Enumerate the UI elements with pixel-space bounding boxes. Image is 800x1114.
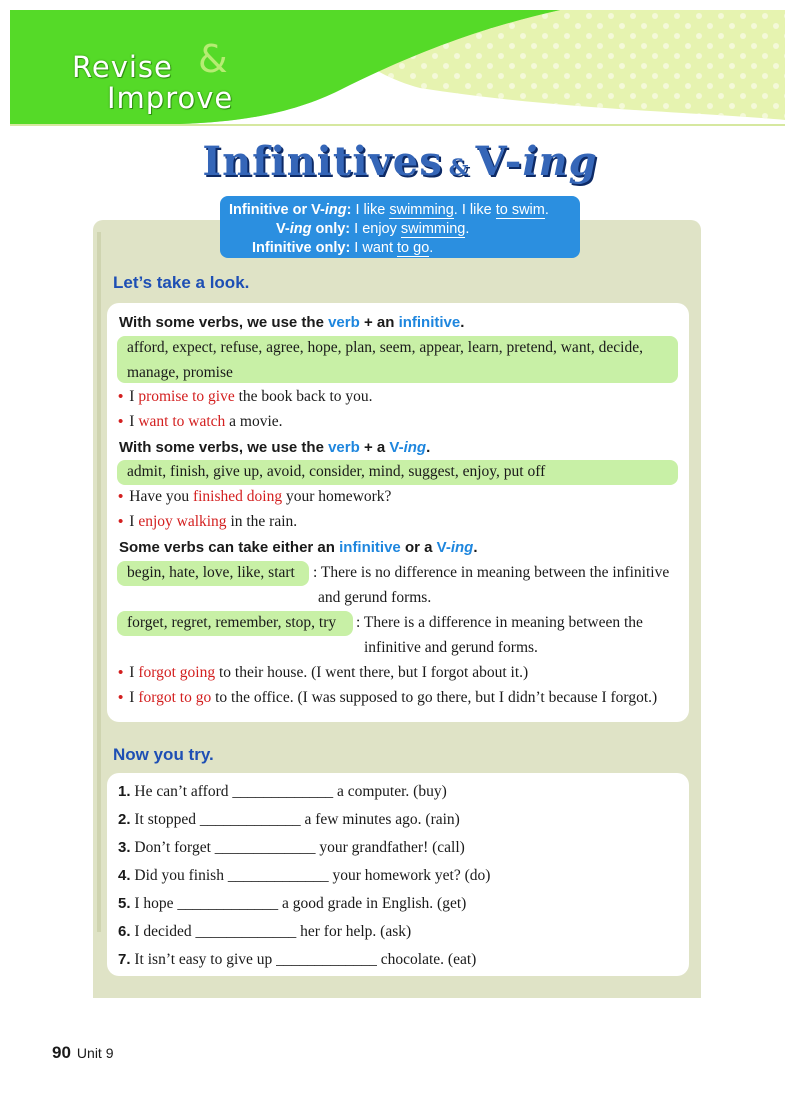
rule-keyword: V-: [436, 539, 451, 556]
exercise-text: I hope _____________ a good grade in English. (get): [134, 895, 467, 912]
summary-underlined: to go: [397, 240, 430, 256]
title-ampersand: &: [448, 155, 470, 181]
rule-keyword-ing: ing: [403, 439, 427, 456]
panel-fold-line: [97, 232, 101, 932]
summary-label-ing: ing: [324, 202, 347, 218]
example-highlight: finished doing: [192, 488, 283, 505]
exercise-item-2[interactable]: [118, 811, 460, 829]
rule-keyword: verb: [328, 314, 360, 331]
try-heading: Now you try.: [113, 745, 214, 764]
example-4: [118, 513, 297, 531]
example-text: to the office. (I was supposed to go there, but I didn’t because I forgot.): [211, 689, 658, 706]
summary-line-1: [220, 201, 580, 220]
summary-line-3: [220, 239, 580, 258]
page-footer: [52, 1043, 114, 1063]
exercise-number: 4.: [118, 867, 131, 884]
exercise-item-1[interactable]: [118, 783, 447, 801]
example-text: to their house. (I went there, but I forgot about it.): [215, 664, 529, 681]
summary-underlined: swimming: [389, 202, 454, 218]
example-text: a movie.: [225, 413, 283, 430]
exercise-item-5[interactable]: [118, 895, 466, 913]
rule-text: + an: [359, 314, 399, 331]
exercise-item-3[interactable]: [118, 839, 465, 857]
rule-keyword: verb: [328, 439, 360, 456]
title-part-v: V-: [475, 138, 523, 185]
revise-improve-logo: [72, 37, 234, 115]
summary-box: [220, 196, 580, 258]
summary-text: .: [465, 221, 470, 237]
example-5: [118, 664, 528, 682]
example-highlight: forgot going: [138, 664, 216, 681]
example-6: [118, 689, 657, 707]
logo-ampersand: &: [198, 37, 229, 81]
exercise-text: Did you finish _____________ your homework yet? (do): [134, 867, 491, 884]
exercise-item-7[interactable]: [118, 951, 476, 969]
verb-list-3-note-1: : There is no difference in meaning between the infinitive: [313, 564, 670, 581]
rule-text: With some verbs, we use the: [119, 439, 329, 456]
verb-list-1-line-1: afford, expect, refuse, agree, hope, plan, seem, appear, learn, pretend, want, decide,: [127, 339, 643, 356]
rule-text: .: [460, 314, 465, 331]
exercise-text: Don’t forget _____________ your grandfather! (call): [134, 839, 465, 856]
bullet-icon: •: [118, 488, 124, 505]
summary-text: .: [544, 202, 549, 218]
example-text: I: [129, 413, 139, 430]
verb-list-4-note-2: infinitive and gerund forms.: [364, 639, 538, 656]
example-2: [118, 413, 283, 431]
bullet-icon: •: [118, 513, 124, 530]
rule-2: [119, 439, 430, 456]
summary-text: I like: [351, 202, 390, 218]
verb-list-2: admit, finish, give up, avoid, consider, mind, suggest, enjoy, put off: [127, 463, 546, 480]
summary-label: Infinitive or V-: [229, 202, 325, 218]
exercise-text: He can’t afford _____________ a computer. (buy): [134, 783, 447, 800]
summary-label-only: only:: [311, 221, 351, 237]
example-highlight: promise to give: [138, 388, 235, 405]
example-text: I: [129, 513, 139, 530]
bullet-icon: •: [118, 388, 124, 405]
summary-label: V-: [276, 221, 290, 237]
page-title: [0, 138, 800, 185]
exercise-item-4[interactable]: [118, 867, 490, 885]
rule-keyword: infinitive: [339, 539, 401, 556]
summary-label-colon: :: [346, 202, 352, 218]
exercise-item-6[interactable]: [118, 923, 411, 941]
rule-text: .: [426, 439, 431, 456]
summary-text: I enjoy: [350, 221, 401, 237]
example-3: [118, 488, 391, 506]
bullet-icon: •: [118, 664, 124, 681]
bullet-icon: •: [118, 689, 124, 706]
verb-list-1-line-2: manage, promise: [127, 364, 233, 381]
logo-word-revise: Revise: [72, 50, 173, 84]
example-text: I: [129, 388, 139, 405]
title-part-infinitives: Infinitives: [202, 138, 443, 185]
page-number: 90: [52, 1043, 71, 1062]
rule-3: [119, 539, 478, 556]
title-part-ing: ing: [522, 138, 598, 185]
exercise-number: 5.: [118, 895, 131, 912]
example-highlight: enjoy walking: [138, 513, 227, 530]
rule-text: or a: [400, 539, 437, 556]
example-text: the book back to you.: [234, 388, 373, 405]
rule-keyword-ing: ing: [450, 539, 474, 556]
exercise-number: 3.: [118, 839, 131, 856]
exercise-number: 7.: [118, 951, 131, 968]
rule-text: Some verbs can take either an: [119, 539, 340, 556]
example-highlight: want to watch: [138, 413, 226, 430]
example-1: [118, 388, 373, 406]
example-text: your homework?: [282, 488, 392, 505]
rule-text: With some verbs, we use the: [119, 314, 329, 331]
example-text: in the rain.: [226, 513, 298, 530]
exercise-number: 2.: [118, 811, 131, 828]
exercise-number: 1.: [118, 783, 131, 800]
exercise-text: It isn’t easy to give up _____________ chocolate. (eat): [134, 951, 477, 968]
summary-underlined: swimming: [400, 221, 466, 237]
rule-text: + a: [359, 439, 390, 456]
verb-list-4: forget, regret, remember, stop, try: [127, 614, 337, 631]
look-heading: Let’s take a look.: [113, 273, 250, 292]
verb-list-4-note-1: : There is a difference in meaning between the: [356, 614, 643, 631]
exercise-text: It stopped _____________ a few minutes ago. (rain): [134, 811, 460, 828]
summary-label-ing: ing: [289, 221, 312, 237]
rule-text: .: [473, 539, 478, 556]
summary-text: .: [429, 240, 434, 256]
bullet-icon: •: [118, 413, 124, 430]
example-text: Have you: [129, 488, 193, 505]
exercise-text: I decided _____________ her for help. (ask): [134, 923, 412, 940]
summary-text: I want: [350, 240, 398, 256]
example-text: I: [129, 664, 139, 681]
verb-list-3: begin, hate, love, like, start: [127, 564, 295, 581]
summary-underlined: to swim: [495, 202, 545, 218]
summary-line-2: [220, 220, 580, 239]
rule-keyword: infinitive: [398, 314, 461, 331]
example-text: I: [129, 689, 139, 706]
rule-keyword: V-: [389, 439, 404, 456]
example-highlight: forgot to go: [138, 689, 212, 706]
unit-label: Unit 9: [76, 1045, 114, 1061]
logo-word-improve: Improve: [107, 81, 234, 115]
verb-list-3-note-2: and gerund forms.: [318, 589, 432, 606]
summary-label: Infinitive only:: [252, 240, 351, 256]
summary-text: . I like: [453, 202, 496, 218]
exercise-number: 6.: [118, 923, 131, 940]
header-banner: [0, 0, 800, 150]
rule-1: [119, 314, 464, 331]
